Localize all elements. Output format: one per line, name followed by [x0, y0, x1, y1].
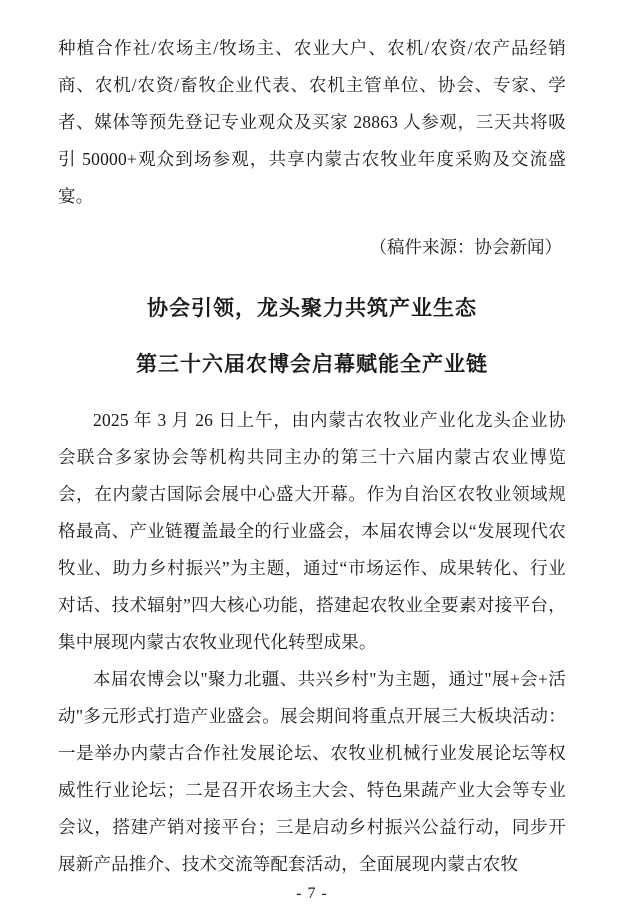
body-paragraph-2: 本届农博会以"聚力北疆、共兴乡村"为主题，通过"展+会+活动"多元形式打造产业盛会。展会期间将重点开展三大板块活动：一是举办内蒙古合作社发展论坛、农牧业机械行业发展论坛等权威性行业论坛；二是召开农场主大会、特色果蔬产业大会等专业会议，搭建产销对接平台；三是启动乡村振兴公益行动，同步开展新产品推介、技术交流等配套活动，全面展现内蒙古农牧: [58, 669, 566, 874]
body-paragraph-1: 2025 年 3 月 26 日上午，由内蒙古农牧业产业化龙头企业协会联合多家协会等机构共同主办的第三十六届内蒙古农业博览会，在内蒙古国际会展中心盛大开幕。作为自治区农牧业领域规格最高、产业链覆盖最全的行业盛会，本届农博会以“发展现代农牧业、助力乡村振兴”为主题，通过“市场运作、成果转化、行业对话、技术辐射”四大核心功能，搭建起农牧业全要素对接平台，集中展现内蒙古农牧业现代化转型成果。: [58, 410, 566, 652]
body-block: [58, 402, 566, 883]
page-number: - 7 -: [296, 885, 328, 902]
source-note: （稿件来源：协会新闻）: [369, 237, 562, 257]
continued-paragraph: 种植合作社/农场主/牧场主、农业大户、农机/农资/农产品经销商、农机/农资/畜牧企业代表、农机主管单位、协会、专家、学者、媒体等预先登记专业观众及买家 28863 人参观，三天共将吸引 50000+观众到场参观，共享内蒙古农牧业年度采购及交流盛宴。: [58, 38, 566, 206]
heading-main: 协会引领，龙头聚力共筑产业生态: [147, 297, 477, 320]
heading-sub: 第三十六届农博会启幕赋能全产业链: [136, 353, 488, 376]
